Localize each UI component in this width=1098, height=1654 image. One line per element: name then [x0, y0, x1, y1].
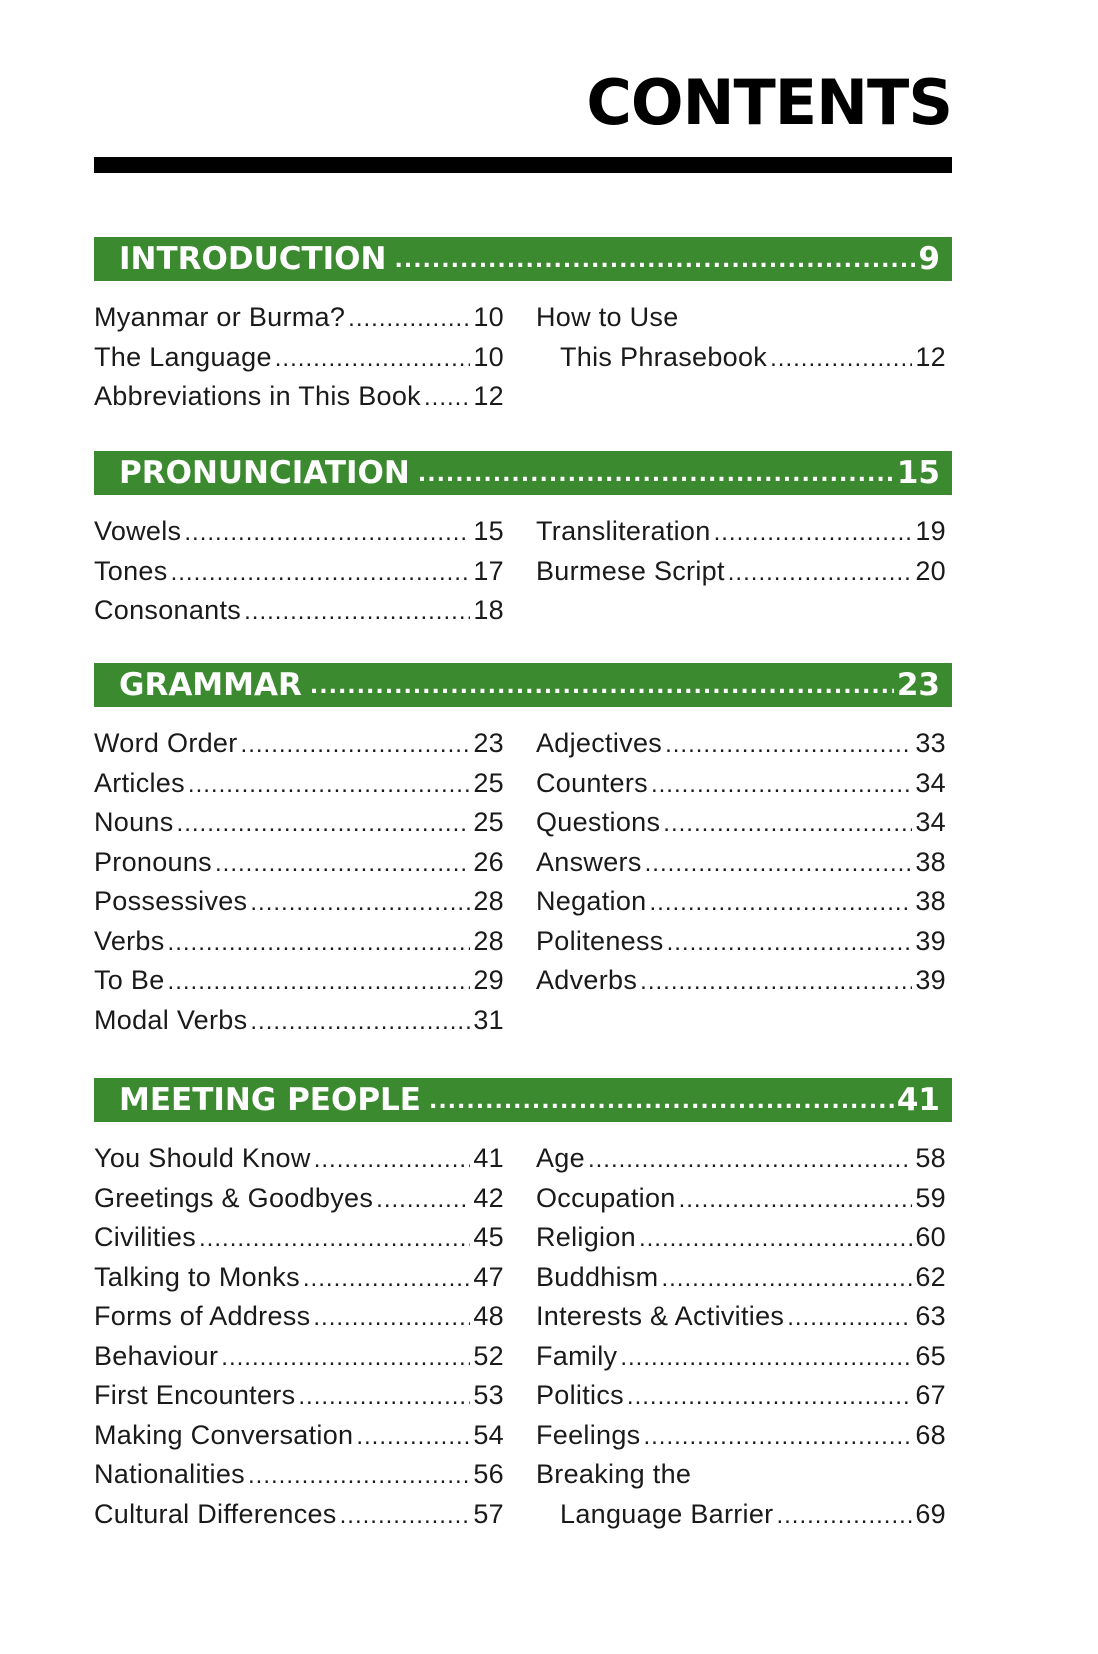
entry-page-number: 39: [915, 925, 946, 956]
dot-leader: [348, 305, 470, 333]
entry-page-number: 38: [915, 886, 946, 916]
toc-entry[interactable]: [94, 965, 504, 1005]
dot-leader: [248, 1462, 470, 1490]
entry-label: To Be: [94, 965, 165, 995]
entry-page-number: 47: [473, 1261, 504, 1292]
entry-page-number: 29: [473, 965, 504, 995]
toc-entry[interactable]: [94, 728, 504, 768]
entry-page-number: 60: [915, 1222, 946, 1252]
toc-entry[interactable]: [94, 1222, 504, 1262]
entry-label: Language Barrier: [560, 1498, 774, 1529]
entry-label: Civilities: [94, 1222, 197, 1252]
toc-entry[interactable]: [536, 1341, 946, 1381]
dot-leader: [340, 1502, 471, 1530]
toc-entry[interactable]: [94, 556, 504, 596]
toc-entry[interactable]: [94, 1143, 504, 1183]
toc-entry[interactable]: [536, 1420, 946, 1460]
toc-entry[interactable]: [94, 1420, 504, 1460]
entry-page-number: 25: [473, 767, 504, 798]
dot-leader: [221, 1344, 470, 1372]
entries-column-right: [536, 728, 946, 1044]
entry-label: Buddhism: [536, 1261, 659, 1292]
entry-label: Questions: [536, 807, 661, 837]
entry-page-number: 31: [473, 1004, 504, 1035]
dot-leader: [241, 731, 471, 759]
dot-leader: [429, 1078, 894, 1122]
entry-label: Answers: [536, 846, 642, 877]
entry-label: Cultural Differences: [94, 1498, 337, 1529]
entry-page-number: 10: [473, 341, 504, 372]
dot-leader: [168, 929, 471, 957]
section-header[interactable]: [94, 663, 952, 707]
dot-leader: [665, 731, 912, 759]
entry-page-number: 42: [473, 1182, 504, 1213]
toc-entry[interactable]: [94, 1459, 504, 1499]
toc-section: [94, 663, 952, 1044]
dot-leader: [199, 1225, 470, 1253]
toc-entry[interactable]: [94, 1262, 504, 1302]
entry-label: Nouns: [94, 807, 174, 837]
entry-label: Vowels: [94, 516, 182, 546]
toc-entry[interactable]: [536, 1380, 946, 1420]
toc-entry[interactable]: [536, 556, 946, 596]
entry-page-number: 33: [915, 728, 946, 758]
section-title: PRONUNCIATION: [119, 455, 410, 491]
section-entries: [94, 302, 952, 421]
entry-page-number: 59: [915, 1182, 946, 1213]
entry-page-number: 48: [473, 1301, 504, 1331]
dot-leader: [787, 1304, 912, 1332]
title-rule: [94, 157, 952, 173]
dot-leader: [643, 1423, 912, 1451]
dot-leader: [250, 889, 470, 917]
entry-label: Word Order: [94, 728, 238, 758]
entry-page-number: 18: [473, 595, 504, 625]
dot-leader: [728, 559, 913, 587]
section-entries: [94, 516, 952, 635]
section-title: MEETING PEOPLE: [119, 1082, 421, 1118]
toc-entry[interactable]: [94, 1341, 504, 1381]
toc-entry[interactable]: [94, 516, 504, 556]
entry-page-number: 28: [473, 925, 504, 956]
entry-label: Pronouns: [94, 846, 212, 877]
entry-page-number: 41: [473, 1143, 504, 1173]
toc-entry[interactable]: [536, 1499, 946, 1539]
section-page-number: 41: [896, 1082, 940, 1118]
toc-entry[interactable]: [94, 847, 504, 887]
entry-page-number: 54: [473, 1419, 504, 1450]
entry-label: Occupation: [536, 1182, 676, 1213]
entry-page-number: 63: [915, 1301, 946, 1331]
toc-entry[interactable]: [536, 1459, 946, 1499]
dot-leader: [714, 519, 913, 547]
entry-label: Consonants: [94, 595, 242, 625]
entry-label: Verbs: [94, 925, 165, 956]
toc-entry[interactable]: [536, 1301, 946, 1341]
entries-column-right: [536, 516, 946, 635]
dot-leader: [770, 345, 912, 373]
entry-page-number: 12: [915, 341, 946, 372]
entry-label: Breaking the: [536, 1459, 692, 1489]
dot-leader: [651, 771, 912, 799]
dot-leader: [640, 968, 912, 996]
entry-label: Making Conversation: [94, 1419, 354, 1450]
toc-entry[interactable]: [536, 1183, 946, 1223]
entry-label: Interests & Activities: [536, 1301, 785, 1331]
dot-leader: [310, 663, 894, 707]
dot-leader: [171, 559, 471, 587]
toc-entry[interactable]: [94, 886, 504, 926]
toc-entry[interactable]: [94, 926, 504, 966]
entry-page-number: 58: [915, 1143, 946, 1173]
entry-label: Behaviour: [94, 1340, 219, 1371]
toc-entry[interactable]: [536, 1262, 946, 1302]
dot-leader: [661, 1265, 912, 1293]
dot-leader: [418, 451, 894, 495]
entry-label: Modal Verbs: [94, 1004, 248, 1035]
entry-label: Religion: [536, 1222, 636, 1252]
toc-entry[interactable]: [94, 595, 504, 635]
dot-leader: [663, 810, 912, 838]
dot-leader: [620, 1344, 912, 1372]
dot-leader: [314, 1146, 471, 1174]
entry-page-number: 67: [915, 1380, 946, 1410]
entry-label: Adverbs: [536, 965, 638, 995]
entry-page-number: 26: [473, 846, 504, 877]
dot-leader: [184, 519, 470, 547]
entry-label: Abbreviations in This Book: [94, 381, 421, 411]
dot-leader: [298, 1383, 470, 1411]
entry-label: Greetings & Goodbyes: [94, 1182, 374, 1213]
entry-page-number: 39: [915, 965, 946, 995]
dot-leader: [177, 810, 471, 838]
entry-page-number: 19: [915, 516, 946, 546]
entry-page-number: 53: [473, 1380, 504, 1410]
entry-page-number: 56: [473, 1459, 504, 1489]
toc-entry[interactable]: [94, 1005, 504, 1045]
section-page-number: 15: [896, 455, 940, 491]
entry-label: You Should Know: [94, 1143, 311, 1173]
dot-leader: [250, 1008, 470, 1036]
dot-leader: [424, 384, 470, 412]
entries-column-right: [536, 1143, 946, 1538]
toc-section: [94, 237, 952, 421]
entry-label: Age: [536, 1143, 585, 1173]
section-title: INTRODUCTION: [119, 241, 387, 277]
entries-column-left: [94, 516, 504, 635]
toc-entry[interactable]: [94, 1183, 504, 1223]
entry-label: The Language: [94, 341, 272, 372]
entry-page-number: 34: [915, 767, 946, 798]
section-header[interactable]: [94, 1078, 952, 1122]
toc-section: [94, 1078, 952, 1538]
dot-leader: [168, 968, 471, 996]
page-title: CONTENTS: [586, 66, 952, 139]
toc-entry[interactable]: [94, 1301, 504, 1341]
dot-leader: [649, 889, 912, 917]
entry-page-number: 23: [473, 728, 504, 758]
dot-leader: [356, 1423, 470, 1451]
entry-page-number: 69: [915, 1498, 946, 1529]
entry-page-number: 52: [473, 1340, 504, 1371]
entry-label: Transliteration: [536, 516, 711, 546]
entry-label: This Phrasebook: [560, 341, 768, 372]
section-entries: [94, 1143, 952, 1538]
entry-page-number: 68: [915, 1419, 946, 1450]
dot-leader: [627, 1383, 912, 1411]
dot-leader: [776, 1502, 912, 1530]
dot-leader: [667, 929, 913, 957]
entry-page-number: 38: [915, 846, 946, 877]
entry-label: Myanmar or Burma?: [94, 302, 346, 332]
toc-entry[interactable]: [536, 342, 946, 382]
section-entries: [94, 728, 952, 1044]
toc-entry[interactable]: [536, 302, 946, 342]
entries-column-left: [94, 728, 504, 1044]
entry-page-number: 62: [915, 1261, 946, 1292]
entry-page-number: 65: [915, 1340, 946, 1371]
dot-leader: [588, 1146, 912, 1174]
entry-label: Counters: [536, 767, 648, 798]
dot-leader: [679, 1186, 913, 1214]
toc-entry[interactable]: [94, 302, 504, 342]
entry-label: Politeness: [536, 925, 664, 956]
toc-entry[interactable]: [94, 342, 504, 382]
toc-entry[interactable]: [94, 807, 504, 847]
entry-page-number: 57: [473, 1498, 504, 1529]
entry-label: Talking to Monks: [94, 1261, 300, 1292]
section-header[interactable]: [94, 237, 952, 281]
section-title: GRAMMAR: [119, 667, 302, 703]
entry-page-number: 45: [473, 1222, 504, 1252]
toc-entry[interactable]: [536, 728, 946, 768]
toc-section: [94, 451, 952, 635]
entry-page-number: 15: [473, 516, 504, 546]
entry-label: How to Use: [536, 302, 679, 332]
dot-leader: [376, 1186, 470, 1214]
toc-entry[interactable]: [536, 768, 946, 808]
entry-page-number: 17: [473, 555, 504, 586]
entry-label: Tones: [94, 555, 168, 586]
toc-entry[interactable]: [94, 1499, 504, 1539]
section-header[interactable]: [94, 451, 952, 495]
dot-leader: [639, 1225, 912, 1253]
entries-column-left: [94, 302, 504, 421]
section-page-number: 23: [896, 667, 940, 703]
entry-label: Articles: [94, 767, 185, 798]
toc-entry[interactable]: [536, 886, 946, 926]
dot-leader: [313, 1304, 470, 1332]
entries-column-right: [536, 302, 946, 421]
toc-entry[interactable]: [536, 807, 946, 847]
entry-label: Family: [536, 1340, 618, 1371]
toc-entry[interactable]: [536, 516, 946, 556]
toc-entry[interactable]: [536, 847, 946, 887]
dot-leader: [244, 598, 470, 626]
entry-page-number: 25: [473, 807, 504, 837]
toc-entry[interactable]: [94, 1380, 504, 1420]
toc-entry[interactable]: [536, 1222, 946, 1262]
dot-leader: [188, 771, 470, 799]
entry-label: Adjectives: [536, 728, 663, 758]
entry-label: Possessives: [94, 886, 248, 916]
entry-page-number: 20: [915, 555, 946, 586]
dot-leader: [215, 850, 470, 878]
entry-label: First Encounters: [94, 1380, 296, 1410]
entry-label: Forms of Address: [94, 1301, 311, 1331]
entries-column-left: [94, 1143, 504, 1538]
entry-label: Politics: [536, 1380, 624, 1410]
entry-page-number: 12: [473, 381, 504, 411]
toc-entry[interactable]: [94, 381, 504, 421]
toc-entry[interactable]: [536, 1143, 946, 1183]
entry-page-number: 10: [473, 302, 504, 332]
dot-leader: [645, 850, 913, 878]
toc-entry[interactable]: [94, 768, 504, 808]
entry-label: Negation: [536, 886, 647, 916]
entry-label: Burmese Script: [536, 555, 725, 586]
entry-label: Feelings: [536, 1419, 641, 1450]
dot-leader: [303, 1265, 470, 1293]
entry-page-number: 28: [473, 886, 504, 916]
section-page-number: 9: [918, 241, 940, 277]
toc-entry[interactable]: [536, 926, 946, 966]
entry-page-number: 34: [915, 807, 946, 837]
toc-entry[interactable]: [536, 965, 946, 1005]
dot-leader: [275, 345, 471, 373]
dot-leader: [394, 237, 915, 281]
entry-label: Nationalities: [94, 1459, 245, 1489]
